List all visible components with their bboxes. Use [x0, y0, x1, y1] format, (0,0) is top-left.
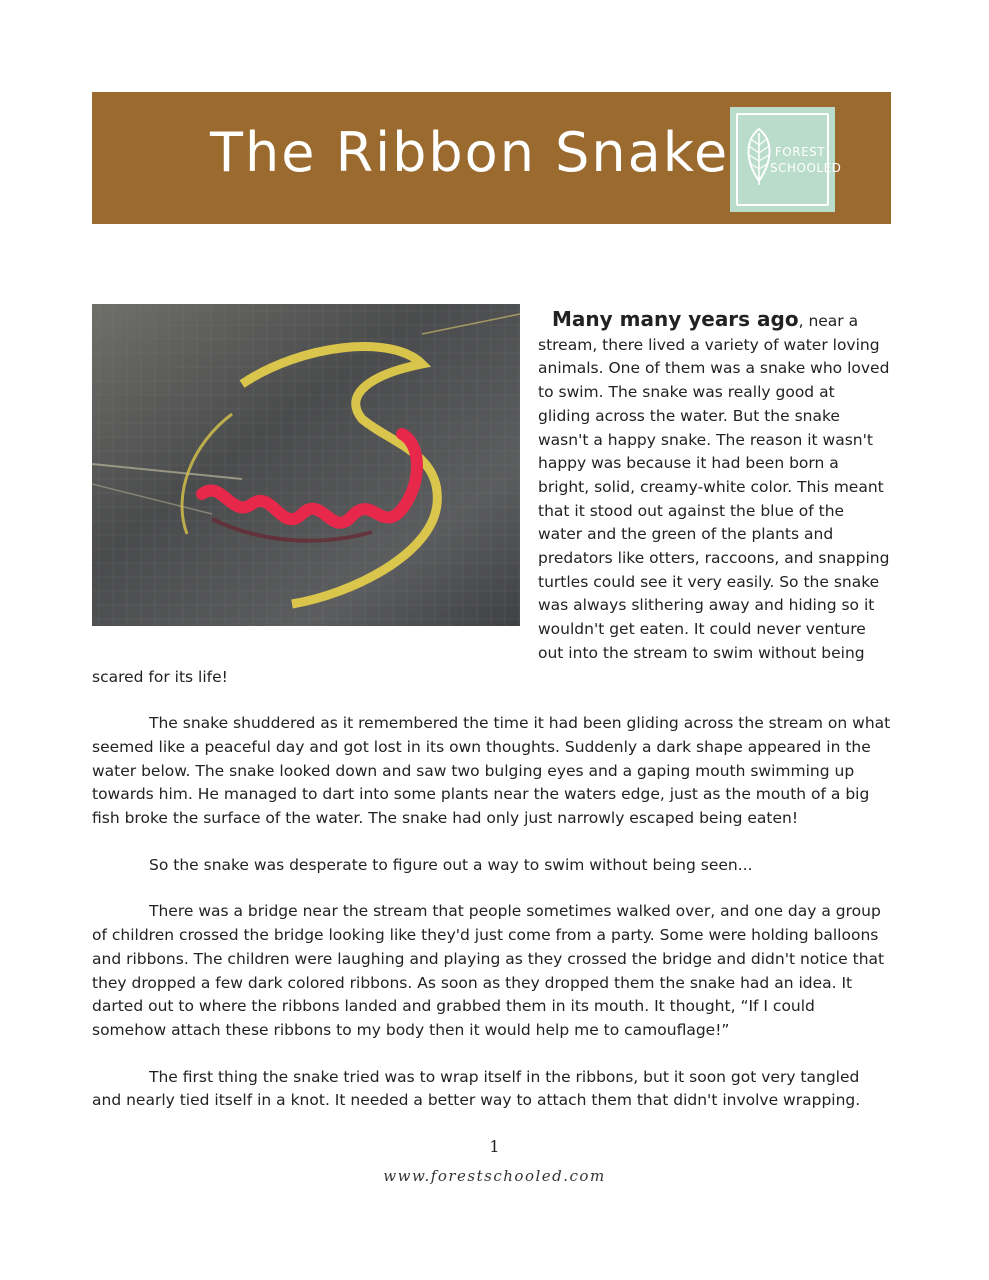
forest-schooled-logo — [730, 107, 842, 212]
logo-text — [770, 144, 842, 176]
story-lead: Many many years ago — [552, 307, 799, 331]
story-paragraph-3: So the snake was desperate to figure out a way to swim without being seen... — [149, 855, 753, 874]
story-paragraph-5: The first thing the snake tried was to wrap itself in the ribbons, but it soon got very tangled and nearly tied itself in a knot. It needed a better way to attach them that didn't involve wrapping. — [92, 1067, 861, 1110]
story-paragraph-4: There was a bridge near the stream that people sometimes walked over, and one day a group of children crossed the bridge looking like they'd just come from a party. Some were holding balloons and ribbons. The children were laughing and playing as they crossed the bridge and didn't notice that they dropped a few dark colored ribbons. As soon as they dropped them the snake had an idea. It darted out to where the ribbons landed and grabbed them in its mouth. It thought, “If I could somehow attach these ribbons to my body then it would help me to camouflage!” — [92, 902, 885, 1039]
header-banner — [92, 92, 891, 224]
story-paragraph-2: The snake shuddered as it remembered the time it had been gliding across the stream on what seemed like a peaceful day and got lost in its own thoughts. Suddenly a dark shape appeared in the water below. The snake looked down and saw two bulging eyes and a gaping mouth swimming up towards him. He managed to dart into some plants near the waters edge, just as the mouth of a big fish broke the surface of the water. The snake had only just narrowly escaped being eaten! — [92, 714, 891, 828]
logo-word-schooled: SCHOOLED — [770, 161, 842, 175]
story-paragraph-1-text: , near a stream, there lived a variety of water loving animals. One of them was a snake who loved to swim. The snake was really good at gliding across the water. But the snake wasn't a happy snake. The reason it wasn't happy was because it had been born a bright, solid, creamy-white color. This meant that it stood out against the blue of the water and the green of the plants and predators like otters, raccoons, and snapping turtles could see it very easily. So the snake was always slithering away and hiding so it wouldn't get eaten. It could never venture out into the stream to swim without being scared for its life! — [92, 312, 890, 686]
photo-wrap-spacer — [92, 308, 538, 653]
page-number: 1 — [489, 1137, 500, 1156]
page-title: The Ribbon Snake — [210, 121, 730, 184]
logo-word-forest: FOREST — [774, 145, 826, 159]
story-text — [92, 308, 891, 1113]
footer-url: www.forestschooled.com — [383, 1167, 606, 1185]
